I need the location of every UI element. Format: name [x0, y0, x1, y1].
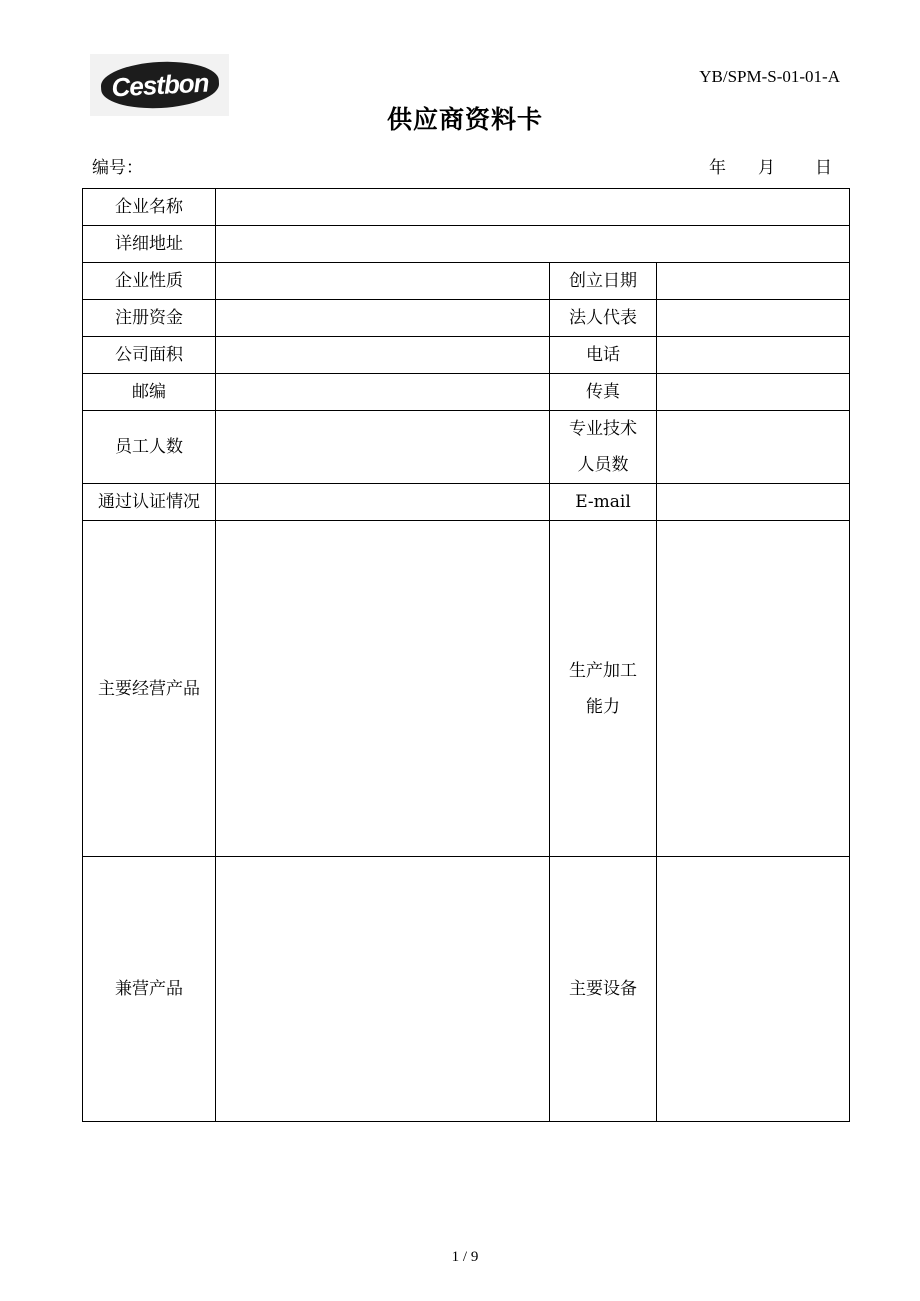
page-number: 1 / 9 [451, 1249, 479, 1265]
phone-field[interactable] [657, 337, 850, 374]
email-label: E-mail [550, 484, 657, 521]
postcode-label: 邮编 [83, 374, 216, 411]
serial-number-label: 编号： [92, 158, 143, 178]
founding-date-field[interactable] [657, 263, 850, 300]
tech-staff-field[interactable] [657, 411, 850, 484]
date-year-label: 年 [709, 158, 726, 178]
company-name-label: 企业名称 [83, 189, 216, 226]
legal-rep-label: 法人代表 [550, 300, 657, 337]
table-row [83, 189, 850, 226]
table-row [83, 484, 850, 521]
address-label: 详细地址 [83, 226, 216, 263]
fax-label: 传真 [550, 374, 657, 411]
main-equipment-field[interactable] [657, 857, 850, 1122]
certification-field[interactable] [216, 484, 550, 521]
table-row [83, 521, 850, 857]
capacity-label-line1: 生产加工 [569, 660, 637, 681]
table-row [83, 374, 850, 411]
email-field[interactable] [657, 484, 850, 521]
table-row [83, 226, 850, 263]
tech-staff-label-line1: 专业技术 [569, 419, 637, 439]
registered-capital-field[interactable] [216, 300, 550, 337]
company-type-field[interactable] [216, 263, 550, 300]
employees-field[interactable] [216, 411, 550, 484]
phone-label: 电话 [550, 337, 657, 374]
side-products-label: 兼营产品 [83, 857, 216, 1122]
company-area-field[interactable] [216, 337, 550, 374]
postcode-field[interactable] [216, 374, 550, 411]
legal-rep-field[interactable] [657, 300, 850, 337]
page-title: 供应商资料卡 [386, 105, 543, 134]
capacity-label [550, 521, 657, 857]
capacity-label-line2: 能力 [586, 696, 620, 717]
employees-label: 员工人数 [83, 411, 216, 484]
certification-label: 通过认证情况 [83, 484, 216, 521]
address-field[interactable] [216, 226, 850, 263]
fax-field[interactable] [657, 374, 850, 411]
tech-staff-label [550, 411, 657, 484]
table-row [83, 857, 850, 1122]
table-row [83, 411, 850, 484]
logo-text: Cestbon [110, 66, 209, 103]
supplier-form-table [82, 188, 850, 1122]
capacity-field[interactable] [657, 521, 850, 857]
founding-date-label: 创立日期 [550, 263, 657, 300]
document-code: YB/SPM-S-01-01-A [699, 67, 840, 86]
date-month-label: 月 [758, 158, 775, 178]
main-products-label: 主要经营产品 [83, 521, 216, 857]
table-row [83, 337, 850, 374]
table-row [83, 263, 850, 300]
table-row [83, 300, 850, 337]
main-products-field[interactable] [216, 521, 550, 857]
company-type-label: 企业性质 [83, 263, 216, 300]
main-equipment-label: 主要设备 [550, 857, 657, 1122]
date-line [709, 153, 832, 178]
registered-capital-label: 注册资金 [83, 300, 216, 337]
company-name-field[interactable] [216, 189, 850, 226]
company-area-label: 公司面积 [83, 337, 216, 374]
tech-staff-label-line2: 人员数 [577, 455, 629, 475]
side-products-field[interactable] [216, 857, 550, 1122]
date-day-label: 日 [815, 158, 832, 178]
